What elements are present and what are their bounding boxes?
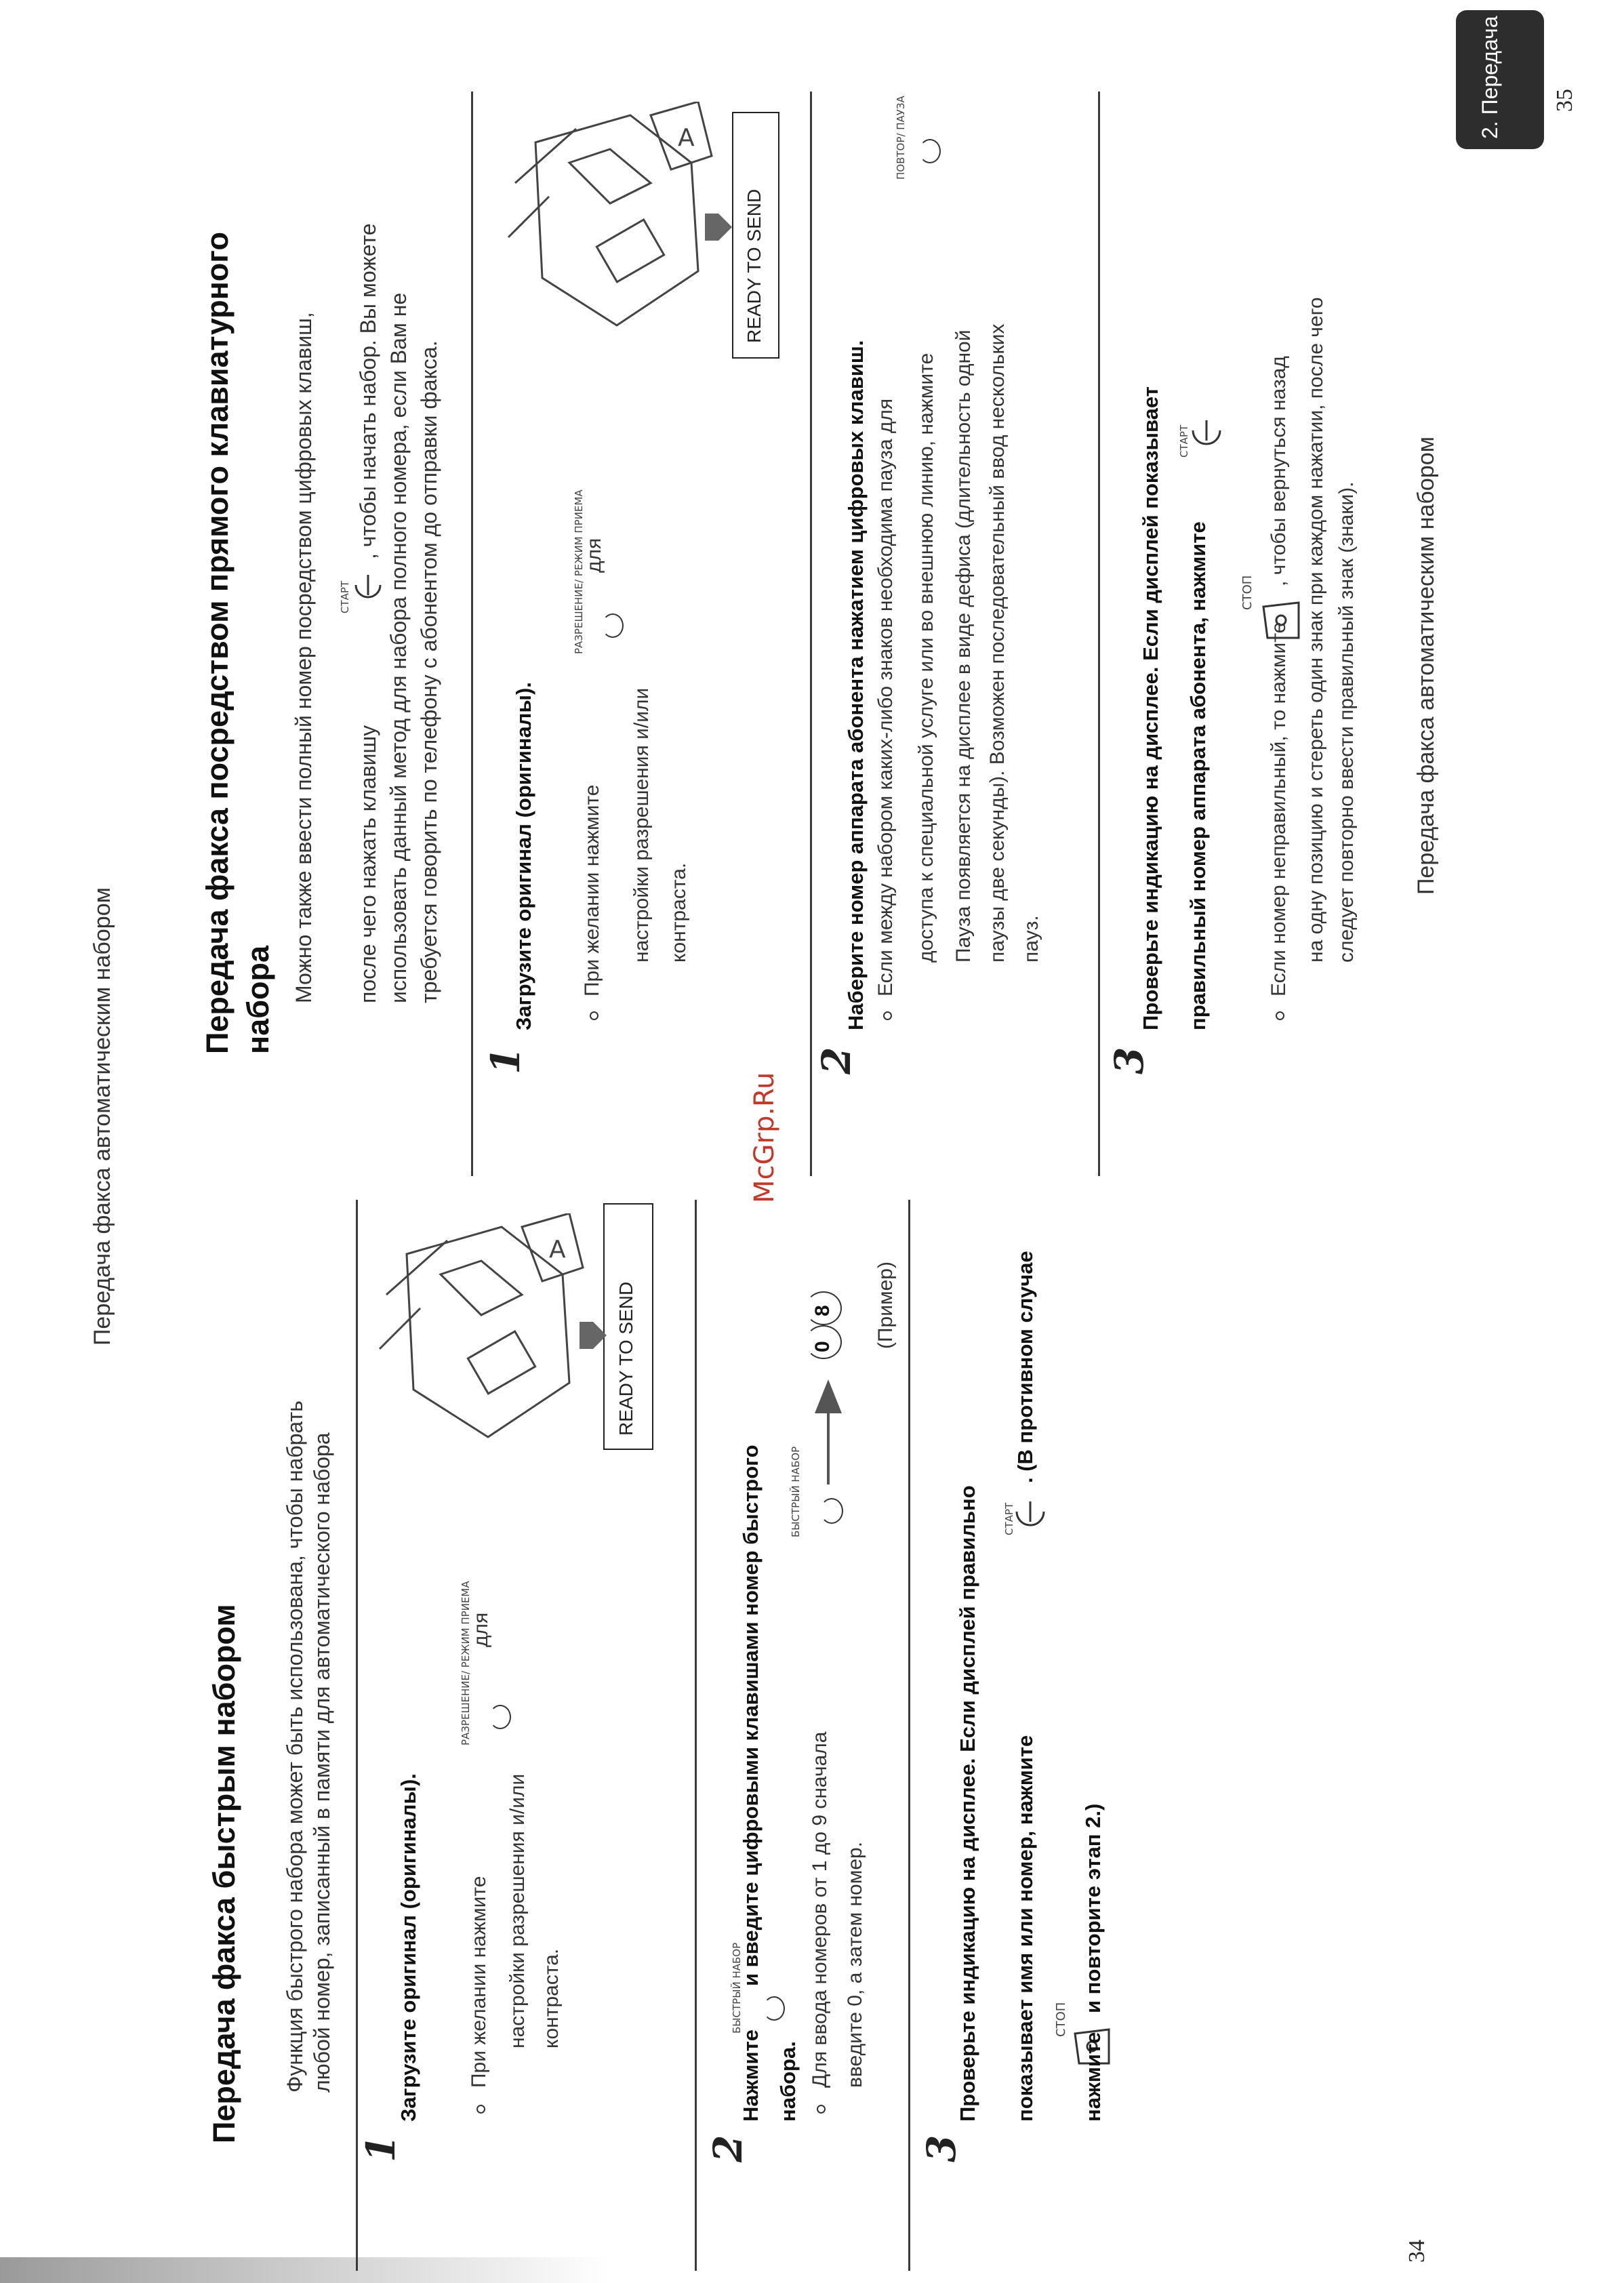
left-lcd-text: READY TO SEND — [615, 1281, 636, 1436]
arrow-down-icon — [705, 207, 732, 247]
right-step3-l2: правильный номер аппарата абонента, нажмите — [1186, 521, 1210, 1030]
speed-dial-key-icon — [763, 1996, 785, 2021]
right-step3-stop-label: СТОП — [1240, 575, 1255, 610]
left-step2-key-label-2: БЫСТРЫЙ НАБОР — [790, 1446, 802, 1537]
left-step2-l2: набора. — [776, 2041, 800, 2122]
left-step3-l3a: нажмите — [1081, 2032, 1105, 2122]
right-step3-number: 3 — [1106, 1047, 1152, 1074]
right-step1-b1-tail: для — [583, 538, 605, 573]
left-divider-1 — [356, 1200, 358, 2271]
left-page-number: 34 — [1404, 2240, 1429, 2263]
right-intro-line-2b: , чтобы начать набор. Вы можете — [356, 223, 380, 559]
arrow-line — [827, 1410, 830, 1484]
right-step2-b5: пауз. — [1020, 915, 1042, 963]
fax-machine-illustration-right — [495, 102, 718, 386]
right-step1-number: 1 — [483, 1047, 529, 1074]
left-step1-number: 1 — [358, 2135, 404, 2162]
right-step2-b4: паузы две секунды). Возможен последовательный ввод нескольких — [986, 323, 1009, 963]
right-divider-2 — [810, 92, 812, 1176]
right-step2-b3: Пауза появляется на дисплее в виде дефиса (длительность одной — [952, 329, 975, 963]
left-step3-l2b: . (В противном случае — [1013, 1251, 1037, 1483]
left-example-label: (Пример) — [874, 1261, 897, 1349]
right-intro-line-2a: после чего нажать клавишу — [356, 725, 380, 1003]
resolution-key-icon — [489, 1705, 511, 1729]
left-divider-2 — [695, 1200, 697, 2271]
right-step3-b2: на одну позицию и стереть один знак при каждом нажатии, после чего — [1305, 297, 1327, 963]
right-lcd-text: READY TO SEND — [744, 188, 765, 343]
right-step1-key-label: РАЗРЕШЕНИЕ/ РЕЖИМ ПРИЕМА — [573, 489, 585, 654]
left-step2-b1: Для ввода номеров от 1 до 9 сначала — [809, 1731, 831, 2088]
arrow-down-icon — [813, 1379, 843, 1413]
left-step2-l1a: Нажмите — [739, 2029, 763, 2122]
bullet — [476, 2105, 485, 2114]
right-step2-b2: доступа к специальной услуге или во внешнюю линию, нажмите — [915, 352, 937, 963]
right-intro-start-label: СТАРТ — [339, 580, 351, 613]
right-step3-l1: Проверьте индикацию на дисплее. Если дисплей показывает — [1139, 386, 1162, 1030]
right-step1-title: Загрузите оригинал (оригиналы). — [512, 682, 535, 1030]
right-step3-b1b: , чтобы вернуться назад — [1267, 356, 1290, 586]
right-page-number: 35 — [1552, 89, 1577, 112]
svg-text:A: A — [549, 1236, 566, 1264]
right-step1-b3: контраста. — [668, 862, 690, 963]
right-intro-line-4: требуется говорить по телефону с абонентом до отправки факса. — [417, 340, 441, 1003]
right-step2-key-label: ПОВТОР/ ПАУЗА — [895, 96, 907, 180]
right-step3-b1a: Если номер неправильный, то нажмите — [1267, 622, 1290, 996]
right-running-header: Передача факса автоматическим набором — [1413, 437, 1439, 895]
left-title: Передача факса быстрым набором — [207, 1604, 241, 2143]
speed-dial-key-icon — [820, 1498, 843, 1524]
pause-key-icon — [919, 139, 941, 163]
right-step1-b2: настройки разрешения и/или — [630, 687, 653, 963]
digit-key-0-label: 0 — [811, 1341, 834, 1352]
right-title-line-2: набора — [241, 945, 275, 1054]
left-step3-l2a: показывает имя или номер, нажмите — [1013, 1735, 1037, 2122]
watermark: McGrp.Ru — [749, 1072, 780, 1203]
digit-key-8-label: 8 — [811, 1305, 834, 1316]
right-step3-b3: следует повторно ввести правильный знак (знаки). — [1335, 481, 1358, 963]
start-key-icon — [352, 569, 384, 601]
resolution-key-icon — [602, 613, 624, 638]
left-step2-l1b: и введите цифровыми клавишами номер быстрого — [739, 1444, 763, 1986]
start-key-icon — [1013, 1495, 1047, 1529]
left-step2-number: 2 — [705, 2135, 751, 2162]
bullet — [590, 1011, 598, 1020]
right-divider-3 — [1098, 92, 1100, 1176]
left-step1-key-label: РАЗРЕШЕНИЕ/ РЕЖИМ ПРИЕМА — [460, 1581, 472, 1745]
left-step2-key-label: БЫСТРЫЙ НАБОР — [731, 1942, 743, 2034]
section-tab-label: 2. Передача — [1478, 16, 1502, 139]
right-intro-line-3: использовать данный метод для набора полного номера, если Вам не — [386, 292, 411, 1003]
left-intro-line-2: любой номер, записанный в памяти для автоматического набора — [310, 1432, 334, 2093]
left-step1-b2: настройки разрешения и/или — [506, 1773, 529, 2048]
left-step3-start-label: СТАРТ — [1003, 1502, 1015, 1535]
left-step3-l1: Проверьте индикацию на дисплее. Если дисплей правильно — [956, 1485, 979, 2122]
fax-machine-illustration-left — [366, 1213, 590, 1498]
left-step3-stop-label: СТОП — [1054, 2002, 1068, 2037]
svg-text:A: A — [678, 124, 695, 152]
left-divider-3 — [908, 1200, 910, 2271]
arrow-down-icon — [580, 1315, 607, 1356]
right-step2-title: Наберите номер аппарата абонента нажатием цифровых клавиш. — [844, 340, 868, 1030]
right-step3-start-label: СТАРТ — [1178, 424, 1190, 458]
bullet — [1276, 1011, 1284, 1020]
left-step1-title: Загрузите оригинал (оригиналы). — [397, 1773, 420, 2122]
right-title-line-1: Передача факса посредством прямого клавиатурного — [200, 232, 235, 1054]
left-intro-line-1: Функция быстрого набора может быть использована, чтобы набрать — [283, 1400, 307, 2093]
left-step1-b3: контраста. — [540, 1948, 563, 2048]
bullet — [817, 2105, 826, 2114]
right-step2-number: 2 — [813, 1047, 859, 1074]
right-intro-line-1: Можно также ввести полный номер посредством цифровых клавиш, — [291, 312, 316, 1003]
right-step1-b1: При желании нажмите — [581, 784, 603, 996]
left-step1-b1: При желании нажмите — [468, 1876, 490, 2088]
left-step1-b1-tail: для — [470, 1612, 492, 1647]
start-key-icon — [1190, 413, 1223, 447]
right-divider-1 — [471, 92, 473, 1176]
left-step2-b2: введите 0, а затем номер. — [844, 1841, 866, 2088]
bullet — [883, 1011, 892, 1020]
left-step3-number: 3 — [918, 2135, 965, 2162]
right-step2-b1: Если между набором каких-либо знаков необходима пауза для — [874, 398, 897, 996]
left-running-header: Передача факса автоматическим набором — [89, 887, 115, 1346]
stop-key-icon — [1261, 600, 1301, 641]
left-step3-l3b: и повторите этап 2.) — [1081, 1803, 1105, 2013]
